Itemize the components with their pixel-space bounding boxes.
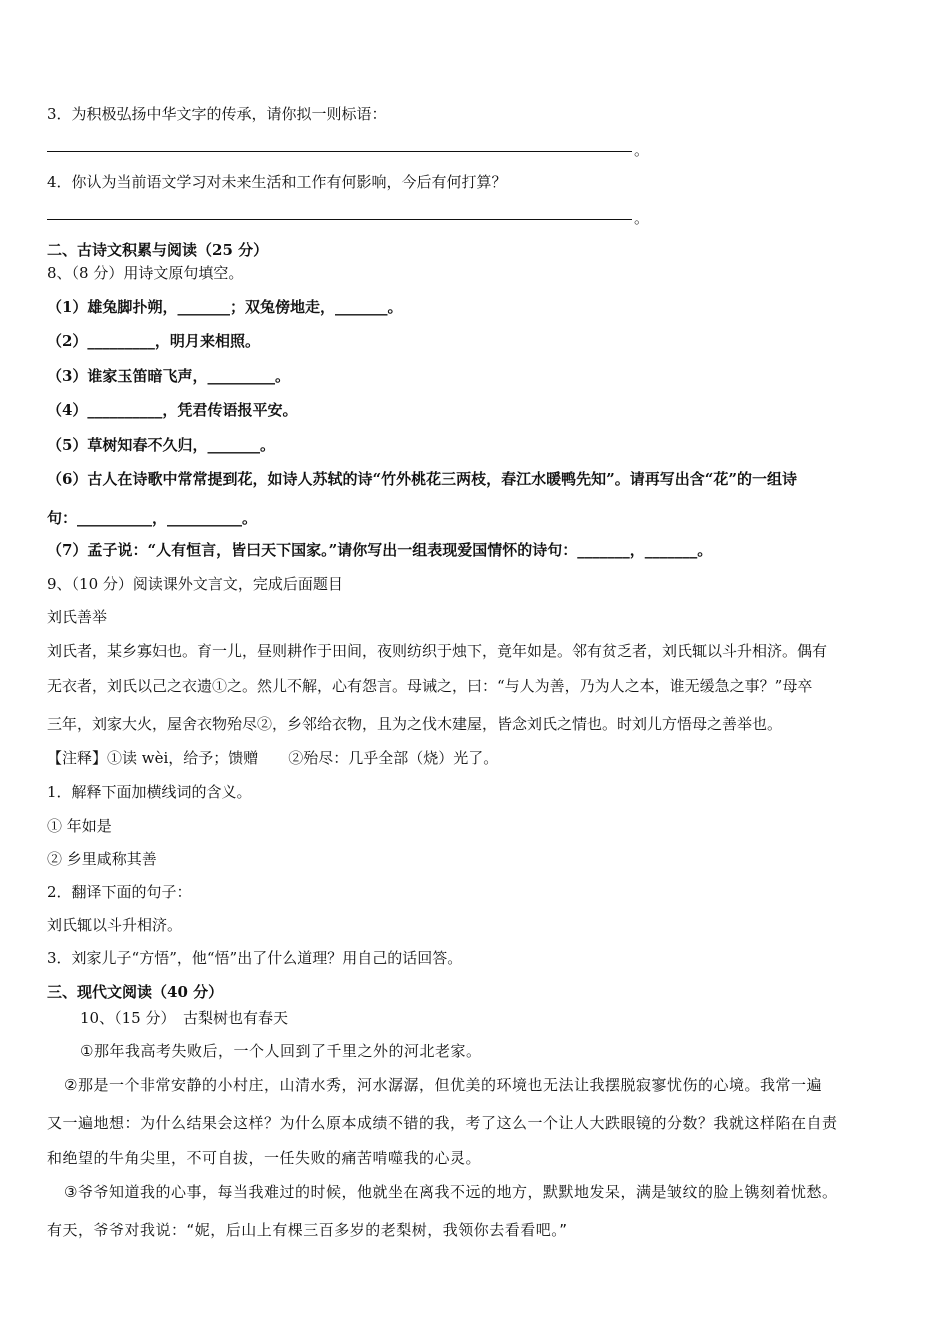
q4-end-mark: 。 <box>634 209 650 227</box>
q9-passage-line-2: 无衣者，刘氏以己之衣遗①之。然儿不解，心有怨言。母诫之，曰：“与人为善，乃为人之本，谁无缓急之事？”母卒 <box>47 677 813 695</box>
q3-end-mark: 。 <box>634 141 650 159</box>
q8-item-7: （7）孟子说：“人有恒言，皆曰天下国家。”请你写出一组表现爱国情怀的诗句：_______，_______。 <box>47 541 713 559</box>
q8-item-3: （3）谁家玉笛暗飞声，_________。 <box>47 367 290 385</box>
q8-item-5: （5）草树知春不久归，_______。 <box>47 436 275 454</box>
q9-sub-2: 2．翻译下面的句子： <box>47 883 192 901</box>
section2-heading: 二、古诗文积累与阅读（25 分） <box>47 241 269 259</box>
q8-item-1: （1）雄兔脚扑朔，_______；双兔傍地走，_______。 <box>47 298 403 316</box>
q9-title: 刘氏善举 <box>47 608 108 626</box>
q10-stem: 10、（15 分） 古梨树也有春天 <box>80 1009 288 1027</box>
q9-sub-2-sentence: 刘氏辄以斗升相济。 <box>47 916 183 934</box>
q9-note: 【注释】①读 wèi，给予；馈赠 ②殆尽：几乎全部（烧）光了。 <box>47 749 499 767</box>
q3-answer-line[interactable] <box>47 151 632 152</box>
q8-stem-text: 8、（8 分）用诗文原句填空。 <box>47 264 244 282</box>
q9-passage-line-3: 三年，刘家大火，屋舍衣物殆尽②，乡邻给衣物，且为之伐木建屋，皆念刘氏之情也。时刘儿方悟母之善举也。 <box>47 715 783 733</box>
q9-stem: 9、（10 分）阅读课外文言文，完成后面题目 <box>47 575 343 593</box>
q10-para-2: ②那是一个非常安静的小村庄，山清水秀，河水潺潺，但优美的环境也无法让我摆脱寂寥忧伤的心境。我常一遍 <box>64 1076 822 1094</box>
q9-sub-3: 3．刘家儿子“方悟”，他“悟”出了什么道理？用自己的话回答。 <box>47 949 463 967</box>
q10-para-1: ①那年我高考失败后，一个人回到了千里之外的河北老家。 <box>80 1042 482 1060</box>
q9-passage-line-1: 刘氏者，某乡寡妇也。育一儿，昼则耕作于田间，夜则纺织于烛下，竟年如是。邻有贫乏者，刘氏辄以斗升相济。偶有 <box>47 642 828 660</box>
q3-text: 3．为积极弘扬中华文字的传承，请你拟一则标语： <box>47 105 387 123</box>
q4-answer-line[interactable] <box>47 219 632 220</box>
q9-sub-1: 1．解释下面加横线词的含义。 <box>47 783 252 801</box>
q10-para-3: ③爷爷知道我的心事，每当我难过的时候，他就坐在离我不远的地方，默默地发呆，满是皱纹的脸上镌刻着忧愁。 <box>64 1183 838 1201</box>
q8-item-4: （4）__________，凭君传语报平安。 <box>47 401 298 419</box>
q4-text: 4．你认为当前语文学习对未来生活和工作有何影响，今后有何打算？ <box>47 173 507 191</box>
q8-item-6-cont: 句：__________，__________。 <box>47 509 258 527</box>
q10-para-2-line-3: 和绝望的牛角尖里，不可自拔，一任失败的痛苦啃噬我的心灵。 <box>47 1149 482 1167</box>
q8-item-2: （2）_________，明月来相照。 <box>47 332 260 350</box>
q9-sub-1b: ② 乡里咸称其善 <box>47 850 157 868</box>
q9-sub-1a: ① 年如是 <box>47 817 112 835</box>
q10-para-2-line-2: 又一遍地想：为什么结果会这样？为什么原本成绩不错的我，考了这么一个让人大跌眼镜的分数？我就这样陷在自责 <box>47 1114 838 1132</box>
q10-para-3-line-2: 有天，爷爷对我说：“妮，后山上有棵三百多岁的老梨树，我领你去看看吧。” <box>47 1221 568 1239</box>
q8-stem <box>47 263 910 283</box>
q8-item-6: （6）古人在诗歌中常常提到花，如诗人苏轼的诗“竹外桃花三两枝，春江水暖鸭先知”。请再写出含“花”的一组诗 <box>47 470 797 488</box>
section3-heading: 三、现代文阅读（40 分） <box>47 983 224 1001</box>
